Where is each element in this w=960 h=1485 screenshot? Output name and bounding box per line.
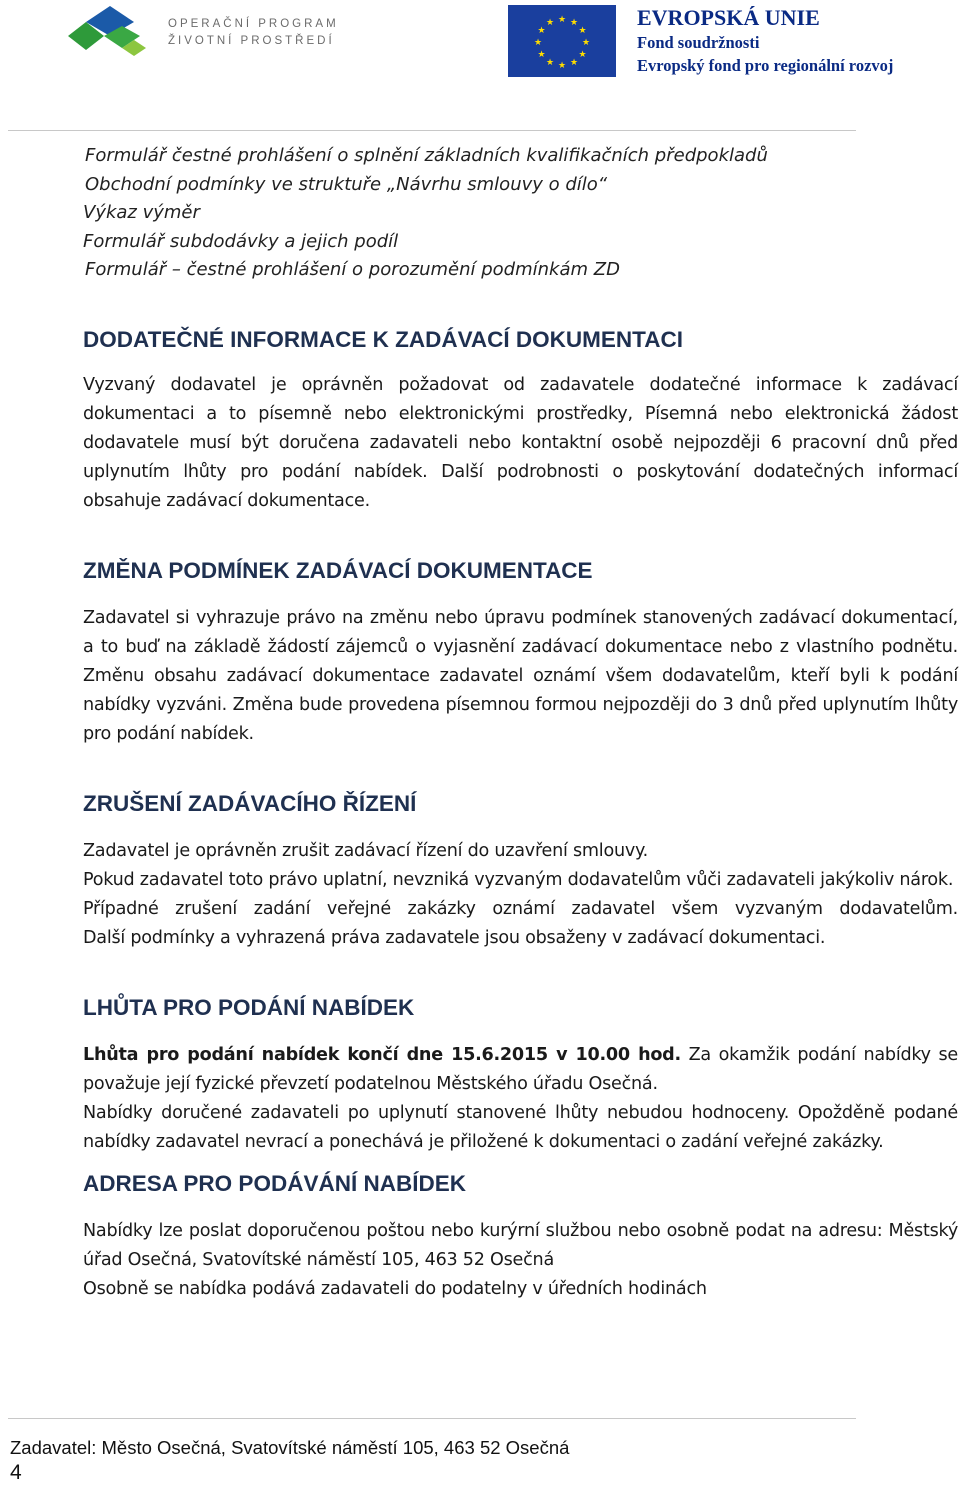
svg-text:★: ★ bbox=[545, 58, 555, 68]
paragraph-lhuta-2: Nabídky doručené zadavateli po uplynutí stanovené lhůty nebudou hodnoceny. Opožděně podané nabídky zadavatel nevrací a ponechává je přiložené k dokumentaci o zadání veřejné zakázky. bbox=[83, 1102, 958, 1152]
paragraph-zruseni-4: Další podmínky a vyhrazená práva zadavatele jsou obsaženy v zadávací dokumentaci. bbox=[83, 927, 826, 948]
footer-contracting-authority: Zadavatel: Město Osečná, Svatovítské náměstí 105, 463 52 Osečná bbox=[10, 1437, 570, 1458]
list-item: Obchodní podmínky ve struktuře „Návrhu smlouvy o dílo“ bbox=[85, 173, 608, 195]
svg-text:★: ★ bbox=[557, 61, 567, 71]
svg-text:★: ★ bbox=[537, 50, 546, 60]
svg-text:★: ★ bbox=[578, 26, 587, 36]
eu-fund-1: Fond soudržnosti bbox=[637, 33, 760, 52]
svg-text:★: ★ bbox=[578, 50, 587, 60]
page-number: 4 bbox=[10, 1461, 22, 1484]
deadline-text: Lhůta pro podání nabídek končí dne 15.6.2015 v 10.00 hod. bbox=[83, 1044, 681, 1065]
list-item: Formulář čestné prohlášení o splnění základních kvalifikačních předpokladů bbox=[85, 145, 768, 166]
paragraph-zruseni-1: Zadavatel je oprávněn zrušit zadávací řízení do uzavření smlouvy. bbox=[83, 840, 649, 861]
paragraph-dodatecne-informace: Vyzvaný dodavatel je oprávněn požadovat od zadavatele dodatečné informace k zadávací dokumentaci a to písemně nebo elektronickými prostředky, Písemná nebo elektronická žádost dodavatele musí být doručena zadavateli nebo kontaktní osobě nejpozději 6 pracovní dnů před uplynutím lhůty pro podání nabídek. Další podrobnosti o poskytování dodatečných informací obsahuje zadávací dokumentace. bbox=[83, 374, 958, 511]
heading-zruseni-rizeni: ZRUŠENÍ ZADÁVACÍHO ŘÍZENÍ bbox=[83, 790, 417, 816]
eu-title: EVROPSKÁ UNIE bbox=[637, 5, 820, 30]
heading-lhuta: LHŮTA PRO PODÁNÍ NABÍDEK bbox=[83, 994, 415, 1020]
page-header bbox=[0, 0, 960, 125]
paragraph-zmena-podminek: Zadavatel si vyhrazuje právo na změnu nebo úpravu podmínek stanovených zadávací dokumentací, a to buď na základě žádostí zájemců o vyjasnění zadávací dokumentace nebo z vlastního podnětu. Změnu obsahu zadávací dokumentace zadavatel oznámí všem dodavatelům, kteří byli k podání nabídky vyzváni. Změna bude provedena písemnou formou nejpozději do 3 dnů před uplynutím lhůty pro podání nabídek. bbox=[83, 607, 958, 744]
header-divider bbox=[8, 130, 856, 131]
eu-fund-2: Evropský fond pro regionální rozvoj bbox=[637, 56, 894, 75]
paragraph-adresa-1: Nabídky lze poslat doporučenou poštou nebo kurýrní službou nebo osobně podat na adresu: Městský úřad Osečná, Svatovítské náměstí 105, 463 52 Osečná bbox=[83, 1220, 958, 1270]
paragraph-adresa-2: Osobně se nabídka podává zadavateli do podatelny v úředních hodinách bbox=[83, 1278, 707, 1299]
eu-text bbox=[637, 4, 893, 77]
list-item: Výkaz výměr bbox=[83, 202, 200, 223]
paragraph-lhuta-1 bbox=[83, 1041, 958, 1099]
attachment-list bbox=[83, 142, 958, 285]
document-body bbox=[83, 142, 958, 1304]
svg-text:★: ★ bbox=[533, 38, 543, 48]
svg-text:★: ★ bbox=[557, 15, 567, 25]
svg-text:★: ★ bbox=[569, 18, 579, 28]
list-item: Formulář subdodávky a jejich podíl bbox=[83, 230, 399, 252]
list-item: Formulář – čestné prohlášení o porozumění podmínkám ZD bbox=[85, 259, 620, 280]
paragraph-zruseni-3: Případné zrušení zadání veřejné zakázky oznámí zadavatel všem vyzvaným dodavatelům. bbox=[83, 898, 958, 919]
svg-text:★: ★ bbox=[545, 18, 555, 28]
svg-text:★: ★ bbox=[581, 38, 591, 48]
opzp-logo-text: OPERAČNÍ PROGRAM ŽIVOTNÍ PROSTŘEDÍ bbox=[168, 18, 339, 47]
heading-zmena-podminek: ZMĚNA PODMÍNEK ZADÁVACÍ DOKUMENTACE bbox=[83, 557, 593, 583]
svg-text:★: ★ bbox=[537, 26, 546, 36]
footer-divider bbox=[8, 1418, 856, 1419]
svg-text:★: ★ bbox=[569, 58, 579, 68]
paragraph-zruseni-2: Pokud zadavatel toto právo uplatní, nevzniká vyzvaným dodavatelům vůči zadavateli jakýkoliv nárok. bbox=[83, 869, 954, 890]
heading-dodatecne-informace: DODATEČNÉ INFORMACE K ZADÁVACÍ DOKUMENTACI bbox=[83, 326, 683, 352]
eu-flag-icon bbox=[508, 5, 616, 77]
deadline-detail: Za okamžik podání nabídky se považuje její fyzické převzetí podatelnou Městského úřadu Osečná. bbox=[83, 1044, 958, 1094]
heading-adresa: ADRESA PRO PODÁVÁNÍ NABÍDEK bbox=[83, 1170, 466, 1196]
